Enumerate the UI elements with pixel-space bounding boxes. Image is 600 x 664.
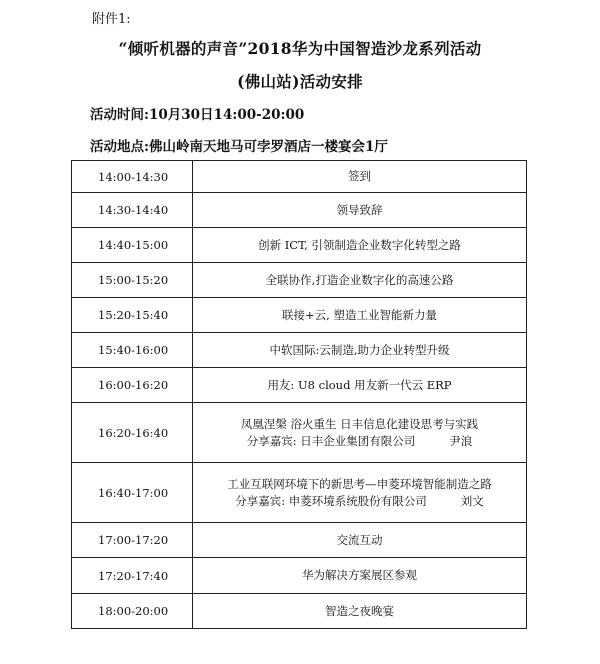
activity-cell: 创新 ICT, 引领制造企业数字化转型之路 — [193, 228, 527, 263]
sharer-label: 分享嘉宾: 日丰企业集团有限公司 — [246, 433, 416, 448]
table-row — [72, 403, 527, 463]
activity-cell — [193, 463, 527, 523]
time-cell: 16:20-16:40 — [72, 403, 193, 463]
activity-cell: 签到 — [193, 161, 527, 193]
table-row — [72, 558, 527, 594]
event-time — [90, 103, 304, 123]
table-row — [72, 161, 527, 193]
activity-cell: 联接+云, 塑造工业智能新力量 — [193, 298, 527, 333]
time-cell: 14:30-14:40 — [72, 193, 193, 228]
table-row — [72, 333, 527, 368]
sharer-label: 分享嘉宾: 申菱环境系统股份有限公司 — [235, 493, 427, 508]
activity-cell: 用友: U8 cloud 用友新一代云 ERP — [193, 368, 527, 403]
talk-title: 工业互联网环境下的新思考—申菱环境智能制造之路 — [227, 476, 492, 491]
activity-cell: 领导致辞 — [193, 193, 527, 228]
speaker-name: 刘文 — [460, 493, 484, 508]
event-location — [90, 135, 388, 155]
activity-cell: 交流互动 — [193, 523, 527, 558]
time-cell: 14:40-15:00 — [72, 228, 193, 263]
time-cell: 15:20-15:40 — [72, 298, 193, 333]
time-cell: 15:00-15:20 — [72, 263, 193, 298]
table-row — [72, 368, 527, 403]
time-cell: 14:00-14:30 — [72, 161, 193, 193]
activity-cell: 全联协作,打造企业数字化的高速公路 — [193, 263, 527, 298]
activity-cell: 智造之夜晚宴 — [193, 594, 527, 629]
activity-cell: 华为解决方案展区参观 — [193, 558, 527, 594]
table-row — [72, 263, 527, 298]
time-cell: 15:40-16:00 — [72, 333, 193, 368]
talk-title: 凤凰涅槃 浴火重生 日丰信息化建设思考与实践 — [240, 416, 479, 431]
time-cell: 16:40-17:00 — [72, 463, 193, 523]
activity-cell — [193, 403, 527, 463]
event-location-label: 活动地点: — [90, 139, 149, 155]
page-subtitle: (佛山站)活动安排 — [237, 72, 363, 91]
talk-sharer — [193, 433, 526, 450]
event-location-value: 佛山岭南天地马可孛罗酒店一楼宴会1厅 — [148, 139, 388, 155]
page-title: “倾听机器的声音”2018华为中国智造沙龙系列活动 — [118, 39, 482, 58]
time-cell: 17:20-17:40 — [72, 558, 193, 594]
event-time-value: 10月30日14:00-20:00 — [148, 107, 305, 123]
time-cell: 18:00-20:00 — [72, 594, 193, 629]
table-row — [72, 463, 527, 523]
event-time-label: 活动时间: — [90, 107, 149, 123]
time-cell: 16:00-16:20 — [72, 368, 193, 403]
activity-cell: 中软国际:云制造,助力企业转型升级 — [193, 333, 527, 368]
table-row — [72, 523, 527, 558]
table-row — [72, 193, 527, 228]
speaker-name: 尹浪 — [449, 433, 473, 448]
attachment-label: 附件1: — [92, 12, 131, 27]
table-row — [72, 228, 527, 263]
schedule-table — [71, 160, 527, 629]
talk-sharer — [193, 493, 526, 510]
time-cell: 17:00-17:20 — [72, 523, 193, 558]
table-row — [72, 594, 527, 629]
table-row — [72, 298, 527, 333]
